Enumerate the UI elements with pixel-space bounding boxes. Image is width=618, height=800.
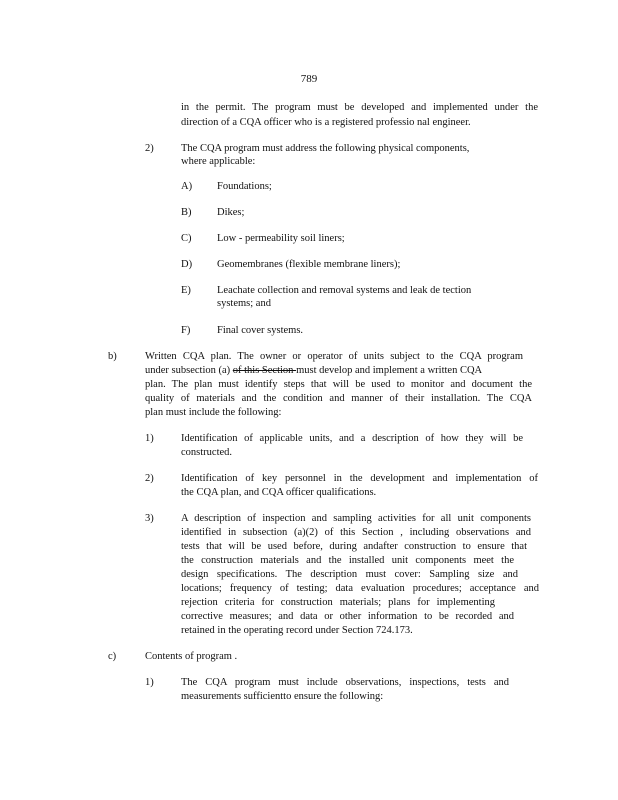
item-text: rejection criteria for construction materials; plans for implementing (181, 597, 495, 608)
item-a2-line-2: where applicable: (181, 156, 256, 167)
component-text: Final cover systems. (217, 325, 304, 336)
section-b-line-4: quality of materials and the condition and manner of their installation. The CQA (145, 393, 532, 404)
component-text: Geomembranes (flexible membrane liners); (217, 259, 401, 270)
item-text: measurements sufficientto ensure the following: (181, 691, 384, 702)
item-a2-marker: 2) (145, 143, 154, 154)
component-text: Foundations; (217, 181, 272, 192)
item-text: the construction materials and the installed unit components meet the (181, 555, 514, 566)
item-text: corrective measures; and data or other information to be recorded and (181, 611, 514, 622)
item-text: The CQA program must include observations, inspections, tests and (181, 677, 509, 688)
component-text: systems; and (217, 298, 271, 309)
intro-line-1: in the permit. The program must be developed and implemented under the (181, 102, 538, 113)
section-b-line-3: plan. The plan must identify steps that will be used to monitor and document the (145, 379, 532, 390)
section-b-line-2 (145, 364, 482, 378)
component-marker: B) (181, 207, 192, 218)
component-marker: D) (181, 259, 193, 270)
section-b-line-5: plan must include the following: (145, 407, 282, 418)
item-a2-line-1: The CQA program must address the following physical components, (181, 143, 470, 154)
item-text: constructed. (181, 447, 233, 458)
item-marker: 1) (145, 677, 154, 688)
item-text: locations; frequency of testing; data evaluation procedures; acceptance and (181, 583, 539, 594)
section-c-heading: Contents of program . (145, 651, 238, 662)
intro-line-2: direction of a CQA officer who is a registered professio nal engineer. (181, 117, 471, 128)
section-c-marker: c) (108, 651, 117, 662)
component-marker: C) (181, 233, 192, 244)
item-text: identified in subsection (a)(2) of this Section , including observations and (181, 527, 531, 538)
component-marker: F) (181, 325, 191, 336)
component-marker: A) (181, 181, 193, 192)
component-text: Low - permeability soil liners; (217, 233, 345, 244)
item-marker: 3) (145, 513, 154, 524)
item-text: Identification of key personnel in the development and implementation of (181, 473, 538, 484)
section-b-marker: b) (108, 351, 117, 362)
item-text: the CQA plan, and CQA officer qualifications. (181, 487, 377, 498)
item-text: retained in the operating record under Section 724.173. (181, 625, 413, 636)
section-b-line-2-after: must develop and implement a written CQA (296, 365, 483, 376)
item-text: design specifications. The description must cover: Sampling size and (181, 569, 518, 580)
item-marker: 1) (145, 433, 154, 444)
deleted-text: of this Section (232, 365, 297, 376)
item-text: Identification of applicable units, and a description of how they will be (181, 433, 523, 444)
section-b-line-2-before: under subsection (a) (145, 365, 233, 376)
item-marker: 2) (145, 473, 154, 484)
item-text: A description of inspection and sampling activities for all unit components (181, 513, 531, 524)
component-text: Leachate collection and removal systems and leak de tection (217, 285, 472, 296)
page-number: 789 (300, 73, 318, 85)
item-text: tests that will be used before, during andafter construction to ensure that (181, 541, 527, 552)
component-text: Dikes; (217, 207, 245, 218)
section-b-line-1: Written CQA plan. The owner or operator of units subject to the CQA program (145, 351, 523, 362)
component-marker: E) (181, 285, 191, 296)
